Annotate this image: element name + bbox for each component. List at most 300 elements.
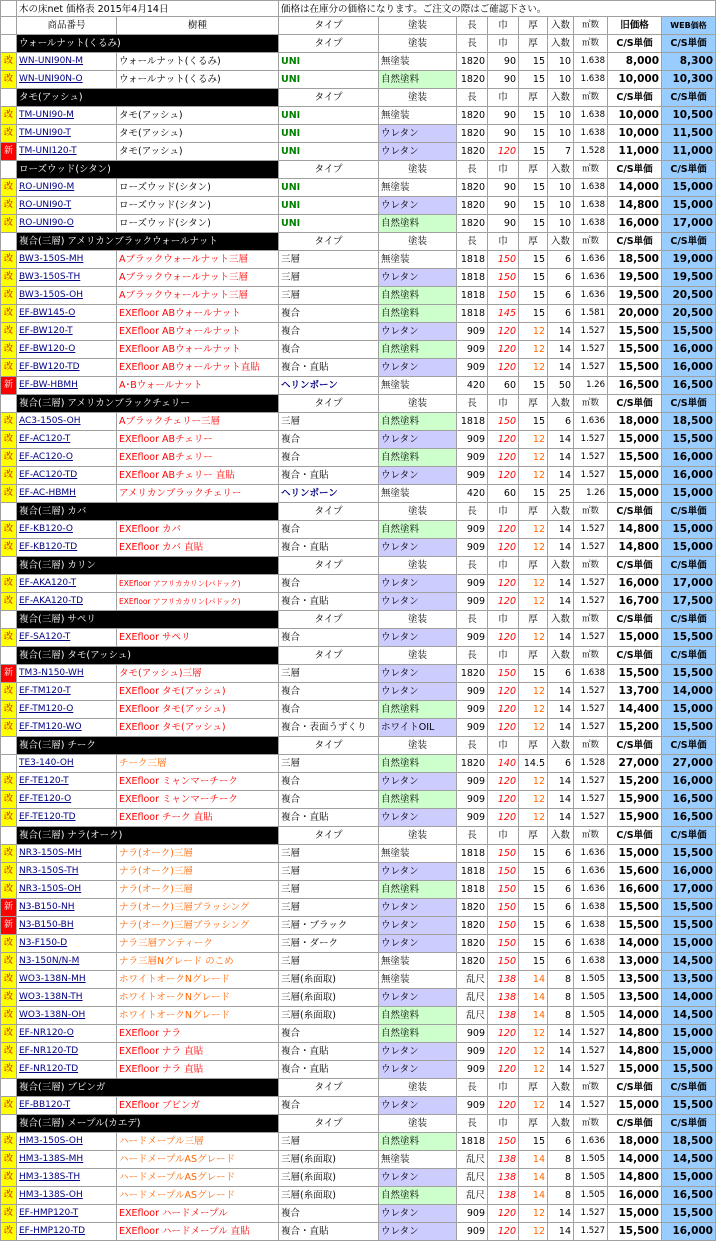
group-col-thickness: 厚 xyxy=(519,611,548,629)
product-code-link[interactable]: WO3-138N-MH xyxy=(17,971,117,989)
product-code-link[interactable]: EF-BW120-O xyxy=(17,341,117,359)
group-col-area: ㎡数 xyxy=(574,89,608,107)
area-m2: 1.636 xyxy=(574,269,608,287)
thickness: 15 xyxy=(519,71,548,89)
species-name: タモ(アッシュ) xyxy=(117,125,279,143)
table-row xyxy=(0,125,716,143)
group-col-length: 長 xyxy=(457,1115,488,1133)
table-row xyxy=(0,107,716,125)
width: 150 xyxy=(488,935,519,953)
product-type: 複合 xyxy=(279,575,379,593)
thickness: 15 xyxy=(519,125,548,143)
species-name: EXEfloor ナラ xyxy=(117,1025,279,1043)
group-col-area: ㎡数 xyxy=(574,35,608,53)
length: 1818 xyxy=(457,845,488,863)
area-m2: 1.636 xyxy=(574,251,608,269)
species-name: ホワイトオークNグレード xyxy=(117,989,279,1007)
product-code-link[interactable]: EF-SA120-T xyxy=(17,629,117,647)
status-badge: 改 xyxy=(0,881,17,899)
species-name: Aブラックチェリー三層 xyxy=(117,413,279,431)
finish: 自然塗料 xyxy=(379,881,457,899)
product-code-link[interactable]: EF-TM120-O xyxy=(17,701,117,719)
species-name: チーク三層 xyxy=(117,755,279,773)
area-m2: 1.505 xyxy=(574,1151,608,1169)
finish: ウレタン xyxy=(379,683,457,701)
group-col-length: 長 xyxy=(457,611,488,629)
finish: 自然塗料 xyxy=(379,215,457,233)
product-type: 複合・表面うずくり xyxy=(279,719,379,737)
quantity: 14 xyxy=(548,359,574,377)
finish: ウレタン xyxy=(379,935,457,953)
width: 138 xyxy=(488,1151,519,1169)
status-badge: 改 xyxy=(0,197,17,215)
product-code-link[interactable]: N3-F150-D xyxy=(17,935,117,953)
group-col-finish: 塗装 xyxy=(379,89,457,107)
group-header-title: タモ(アッシュ) xyxy=(17,89,279,107)
area-m2: 1.636 xyxy=(574,1133,608,1151)
width: 120 xyxy=(488,593,519,611)
area-m2: 1.527 xyxy=(574,431,608,449)
thickness: 12 xyxy=(519,359,548,377)
table-row xyxy=(0,449,716,467)
product-code-link[interactable]: N3-B150-BH xyxy=(17,917,117,935)
thickness: 15 xyxy=(519,107,548,125)
old-price: 16,700 xyxy=(608,593,662,611)
finish: 無塗装 xyxy=(379,1151,457,1169)
finish: ウレタン xyxy=(379,773,457,791)
species-name: EXEfloor カバ xyxy=(117,521,279,539)
product-code-link[interactable]: EF-NR120-TD xyxy=(17,1043,117,1061)
quantity: 8 xyxy=(548,989,574,1007)
table-row xyxy=(0,575,716,593)
quantity: 14 xyxy=(548,1043,574,1061)
product-type: UNI xyxy=(279,179,379,197)
product-type: 三層 xyxy=(279,269,379,287)
area-m2: 1.638 xyxy=(574,53,608,71)
area-m2: 1.527 xyxy=(574,809,608,827)
quantity: 10 xyxy=(548,215,574,233)
thickness: 15 xyxy=(519,485,548,503)
thickness: 12 xyxy=(519,629,548,647)
length: 1820 xyxy=(457,71,488,89)
product-code-link[interactable]: EF-TM120-WO xyxy=(17,719,117,737)
product-type: 三層(糸面取) xyxy=(279,1007,379,1025)
product-code-link[interactable]: EF-TM120-T xyxy=(17,683,117,701)
product-code-link[interactable]: HM3-138S-MH xyxy=(17,1151,117,1169)
species-name: EXEfloor アフリカカリン(パドック) xyxy=(117,575,279,593)
length: 1820 xyxy=(457,953,488,971)
group-header-row xyxy=(0,503,716,521)
area-m2: 1.636 xyxy=(574,881,608,899)
table-row xyxy=(0,341,716,359)
table-row xyxy=(0,791,716,809)
product-code-link[interactable]: TM-UNI120-T xyxy=(17,143,117,161)
group-col-finish: 塗装 xyxy=(379,233,457,251)
product-code-link[interactable]: NR3-150S-TH xyxy=(17,863,117,881)
group-col-length: 長 xyxy=(457,503,488,521)
thickness: 15 xyxy=(519,143,548,161)
product-code-link[interactable]: WN-UNI90N-M xyxy=(17,53,117,71)
product-code-link[interactable]: N3-150N/N-M xyxy=(17,953,117,971)
species-name: EXEfloor タモ(アッシュ) xyxy=(117,683,279,701)
thickness: 15 xyxy=(519,1133,548,1151)
old-price: 15,000 xyxy=(608,1097,662,1115)
thickness: 12 xyxy=(519,431,548,449)
finish: ウレタン xyxy=(379,431,457,449)
product-type: 三層 xyxy=(279,413,379,431)
quantity: 14 xyxy=(548,521,574,539)
finish: 自然塗料 xyxy=(379,1133,457,1151)
area-m2: 1.527 xyxy=(574,449,608,467)
old-price: 15,000 xyxy=(608,1061,662,1079)
area-m2: 1.638 xyxy=(574,215,608,233)
length: 909 xyxy=(457,575,488,593)
product-code-link[interactable]: EF-NR120-O xyxy=(17,1025,117,1043)
finish: ウレタン xyxy=(379,1205,457,1223)
length: 乱尺 xyxy=(457,1169,488,1187)
thickness: 15 xyxy=(519,305,548,323)
table-row xyxy=(0,323,716,341)
group-col-quantity: 入数 xyxy=(548,1079,574,1097)
thickness: 12 xyxy=(519,683,548,701)
species-name: ハードメープルASグレード xyxy=(117,1151,279,1169)
group-col-finish: 塗装 xyxy=(379,647,457,665)
width: 60 xyxy=(488,377,519,395)
area-m2: 1.527 xyxy=(574,683,608,701)
product-type: 複合・直貼 xyxy=(279,1223,379,1241)
length: 909 xyxy=(457,1043,488,1061)
status-badge: 改 xyxy=(0,1061,17,1079)
group-col-old-price: C/S単価 xyxy=(608,827,662,845)
group-col-width: 巾 xyxy=(488,611,519,629)
product-code-link[interactable]: WO3-138N-TH xyxy=(17,989,117,1007)
web-price: 16,500 xyxy=(662,791,716,809)
finish: 無塗装 xyxy=(379,485,457,503)
area-m2: 1.638 xyxy=(574,197,608,215)
group-header-row xyxy=(0,35,716,53)
width: 120 xyxy=(488,143,519,161)
web-price: 14,500 xyxy=(662,953,716,971)
product-type: 複合・直貼 xyxy=(279,809,379,827)
finish: 自然塗料 xyxy=(379,449,457,467)
finish: 自然塗料 xyxy=(379,521,457,539)
length: 1818 xyxy=(457,881,488,899)
status-badge: 改 xyxy=(0,1151,17,1169)
area-m2: 1.527 xyxy=(574,701,608,719)
group-header-title: 複合(三層) ブビンガ xyxy=(17,1079,279,1097)
group-col-length: 長 xyxy=(457,737,488,755)
product-code-link[interactable]: EF-TE120-TD xyxy=(17,809,117,827)
product-type: UNI xyxy=(279,125,379,143)
quantity: 6 xyxy=(548,845,574,863)
finish: 自然塗料 xyxy=(379,305,457,323)
quantity: 6 xyxy=(548,881,574,899)
width: 120 xyxy=(488,1043,519,1061)
product-code-link[interactable]: RO-UNI90-O xyxy=(17,215,117,233)
status-badge: 改 xyxy=(0,593,17,611)
old-price: 15,000 xyxy=(608,629,662,647)
group-col-width: 巾 xyxy=(488,161,519,179)
table-row xyxy=(0,431,716,449)
area-m2: 1.527 xyxy=(574,1205,608,1223)
thickness: 14 xyxy=(519,989,548,1007)
thickness: 12 xyxy=(519,323,548,341)
finish: 自然塗料 xyxy=(379,341,457,359)
product-code-link[interactable]: RO-UNI90-T xyxy=(17,197,117,215)
status-badge: 改 xyxy=(0,125,17,143)
product-type: 三層(糸面取) xyxy=(279,1151,379,1169)
product-code-link[interactable]: NR3-150S-MH xyxy=(17,845,117,863)
finish: 自然塗料 xyxy=(379,755,457,773)
width: 120 xyxy=(488,809,519,827)
product-code-link[interactable]: EF-AKA120-TD xyxy=(17,593,117,611)
group-header-row xyxy=(0,1079,716,1097)
product-type: 三層 xyxy=(279,845,379,863)
web-price: 15,000 xyxy=(662,701,716,719)
product-code-link[interactable]: EF-BW145-O xyxy=(17,305,117,323)
thickness: 14 xyxy=(519,1007,548,1025)
species-name: アメリカンブラックチェリー xyxy=(117,485,279,503)
group-col-finish: 塗装 xyxy=(379,611,457,629)
quantity: 8 xyxy=(548,1151,574,1169)
product-code-link[interactable]: EF-KB120-O xyxy=(17,521,117,539)
product-code-link[interactable]: TM-UNI90-M xyxy=(17,107,117,125)
status-badge: 改 xyxy=(0,179,17,197)
width: 120 xyxy=(488,629,519,647)
area-m2: 1.636 xyxy=(574,413,608,431)
corner-cell xyxy=(0,0,17,17)
group-col-width: 巾 xyxy=(488,827,519,845)
area-m2: 1.528 xyxy=(574,143,608,161)
product-code-link[interactable]: EF-AC120-T xyxy=(17,431,117,449)
group-col-width: 巾 xyxy=(488,89,519,107)
product-code-link[interactable]: WO3-138N-OH xyxy=(17,1007,117,1025)
species-name: ローズウッド(シタン) xyxy=(117,197,279,215)
product-type: UNI xyxy=(279,53,379,71)
product-code-link[interactable]: BW3-150S-OH xyxy=(17,287,117,305)
quantity: 8 xyxy=(548,1187,574,1205)
thickness: 12 xyxy=(519,467,548,485)
group-col-length: 長 xyxy=(457,89,488,107)
area-m2: 1.527 xyxy=(574,773,608,791)
table-row xyxy=(0,1205,716,1223)
product-code-link[interactable]: EF-TE120-O xyxy=(17,791,117,809)
group-col-old-price: C/S単価 xyxy=(608,503,662,521)
quantity: 6 xyxy=(548,665,574,683)
width: 138 xyxy=(488,1187,519,1205)
product-code-link[interactable]: RO-UNI90-M xyxy=(17,179,117,197)
width: 90 xyxy=(488,107,519,125)
product-code-link[interactable]: EF-HMP120-TD xyxy=(17,1223,117,1241)
product-code-link[interactable]: HM3-138S-OH xyxy=(17,1187,117,1205)
thickness: 12 xyxy=(519,1223,548,1241)
thickness: 15 xyxy=(519,935,548,953)
quantity: 6 xyxy=(548,755,574,773)
product-type: 複合 xyxy=(279,431,379,449)
area-m2: 1.638 xyxy=(574,179,608,197)
group-col-web-price: C/S単価 xyxy=(662,89,716,107)
area-m2: 1.527 xyxy=(574,1061,608,1079)
group-col-old-price: C/S単価 xyxy=(608,647,662,665)
length: 909 xyxy=(457,359,488,377)
product-code-link[interactable]: HM3-150S-OH xyxy=(17,1133,117,1151)
species-name: EXEfloor ナラ 直貼 xyxy=(117,1061,279,1079)
species-name: A･Bウォールナット xyxy=(117,377,279,395)
web-price: 15,500 xyxy=(662,1205,716,1223)
area-m2: 1.638 xyxy=(574,953,608,971)
group-col-area: ㎡数 xyxy=(574,827,608,845)
product-code-link[interactable]: BW3-150S-MH xyxy=(17,251,117,269)
group-col-finish: 塗装 xyxy=(379,35,457,53)
group-col-type: タイプ xyxy=(279,611,379,629)
web-price: 14,000 xyxy=(662,683,716,701)
length: 420 xyxy=(457,377,488,395)
area-m2: 1.638 xyxy=(574,125,608,143)
species-name: EXEfloor タモ(アッシュ) xyxy=(117,701,279,719)
old-price: 10,000 xyxy=(608,107,662,125)
length: 909 xyxy=(457,719,488,737)
product-code-link[interactable]: HM3-138S-TH xyxy=(17,1169,117,1187)
quantity: 14 xyxy=(548,431,574,449)
area-m2: 1.636 xyxy=(574,287,608,305)
status-badge: 改 xyxy=(0,683,17,701)
group-col-length: 長 xyxy=(457,395,488,413)
group-col-web-price: C/S単価 xyxy=(662,827,716,845)
web-price: 15,000 xyxy=(662,1169,716,1187)
group-header-mark xyxy=(0,557,17,575)
thickness: 15 xyxy=(519,917,548,935)
web-price: 17,000 xyxy=(662,881,716,899)
product-code-link[interactable]: BW3-150S-TH xyxy=(17,269,117,287)
group-header-row xyxy=(0,647,716,665)
length: 1820 xyxy=(457,899,488,917)
quantity: 14 xyxy=(548,593,574,611)
old-price: 27,000 xyxy=(608,755,662,773)
length: 1818 xyxy=(457,413,488,431)
old-price: 14,800 xyxy=(608,539,662,557)
table-row xyxy=(0,377,716,395)
status-badge: 改 xyxy=(0,449,17,467)
product-code-link[interactable]: EF-BW120-T xyxy=(17,323,117,341)
product-code-link[interactable]: WN-UNI90N-O xyxy=(17,71,117,89)
species-name: EXEfloor ABチェリー xyxy=(117,449,279,467)
group-col-area: ㎡数 xyxy=(574,611,608,629)
old-price: 16,000 xyxy=(608,575,662,593)
table-row xyxy=(0,809,716,827)
table-row xyxy=(0,773,716,791)
thickness: 15 xyxy=(519,899,548,917)
width: 120 xyxy=(488,719,519,737)
product-code-link[interactable]: EF-NR120-TD xyxy=(17,1061,117,1079)
status-badge: 改 xyxy=(0,215,17,233)
product-code-link[interactable]: EF-KB120-TD xyxy=(17,539,117,557)
web-price: 15,000 xyxy=(662,197,716,215)
table-row xyxy=(0,701,716,719)
status-badge: 改 xyxy=(0,269,17,287)
old-price: 11,000 xyxy=(608,143,662,161)
product-code-link[interactable]: N3-B150-NH xyxy=(17,899,117,917)
product-code-link[interactable]: EF-HMP120-T xyxy=(17,1205,117,1223)
status-badge: 新 xyxy=(0,899,17,917)
product-code-link[interactable]: EF-BW-HBMH xyxy=(17,377,117,395)
group-col-quantity: 入数 xyxy=(548,557,574,575)
product-code-link[interactable]: EF-AC-HBMH xyxy=(17,485,117,503)
group-header-mark xyxy=(0,737,17,755)
thickness: 12 xyxy=(519,1025,548,1043)
group-col-finish: 塗装 xyxy=(379,1115,457,1133)
finish: ウレタン xyxy=(379,125,457,143)
group-header-mark xyxy=(0,1115,17,1133)
status-badge: 改 xyxy=(0,1169,17,1187)
group-col-old-price: C/S単価 xyxy=(608,1079,662,1097)
product-type: 複合 xyxy=(279,305,379,323)
product-code-link[interactable]: AC3-150S-OH xyxy=(17,413,117,431)
product-code-link[interactable]: EF-AC120-TD xyxy=(17,467,117,485)
product-code-link[interactable]: EF-AC120-O xyxy=(17,449,117,467)
group-header-mark xyxy=(0,827,17,845)
product-code-link[interactable]: NR3-150S-OH xyxy=(17,881,117,899)
group-header-row xyxy=(0,233,716,251)
table-row xyxy=(0,287,716,305)
length: 909 xyxy=(457,773,488,791)
width: 150 xyxy=(488,269,519,287)
group-col-thickness: 厚 xyxy=(519,233,548,251)
finish: ウレタン xyxy=(379,899,457,917)
product-code-link[interactable]: EF-BB120-T xyxy=(17,1097,117,1115)
finish: 自然塗料 xyxy=(379,287,457,305)
finish: ウレタン xyxy=(379,917,457,935)
old-price: 15,500 xyxy=(608,665,662,683)
product-code-link[interactable]: TM-UNI90-T xyxy=(17,125,117,143)
status-badge: 改 xyxy=(0,1205,17,1223)
length: 909 xyxy=(457,593,488,611)
thickness: 12 xyxy=(519,341,548,359)
group-header-row xyxy=(0,611,716,629)
group-col-width: 巾 xyxy=(488,1079,519,1097)
length: 乱尺 xyxy=(457,971,488,989)
table-row xyxy=(0,917,716,935)
product-type: 複合 xyxy=(279,773,379,791)
product-code-link[interactable]: EF-BW120-TD xyxy=(17,359,117,377)
product-code-link[interactable]: EF-AKA120-T xyxy=(17,575,117,593)
quantity: 14 xyxy=(548,1205,574,1223)
product-code-link[interactable]: TE3-140-OH xyxy=(17,755,117,773)
group-col-finish: 塗装 xyxy=(379,557,457,575)
product-code-link[interactable]: TM3-N150-WH xyxy=(17,665,117,683)
quantity: 6 xyxy=(548,251,574,269)
status-badge: 改 xyxy=(0,1043,17,1061)
group-col-thickness: 厚 xyxy=(519,1079,548,1097)
web-price: 18,500 xyxy=(662,1133,716,1151)
col-header-mark xyxy=(0,17,17,35)
width: 150 xyxy=(488,251,519,269)
species-name: Aブラックウォールナット三層 xyxy=(117,251,279,269)
area-m2: 1.638 xyxy=(574,917,608,935)
old-price: 15,500 xyxy=(608,341,662,359)
web-price: 19,000 xyxy=(662,251,716,269)
quantity: 7 xyxy=(548,143,574,161)
length: 909 xyxy=(457,1025,488,1043)
group-header-title: ローズウッド(シタン) xyxy=(17,161,279,179)
old-price: 19,500 xyxy=(608,287,662,305)
web-price: 16,000 xyxy=(662,341,716,359)
table-row xyxy=(0,1169,716,1187)
group-header-mark xyxy=(0,233,17,251)
product-code-link[interactable]: EF-TE120-T xyxy=(17,773,117,791)
col-header-quantity: 入数 xyxy=(548,17,574,35)
sheet-title: 木の床net 価格表 2015年4月14日 xyxy=(17,0,279,17)
finish: 自然塗料 xyxy=(379,791,457,809)
